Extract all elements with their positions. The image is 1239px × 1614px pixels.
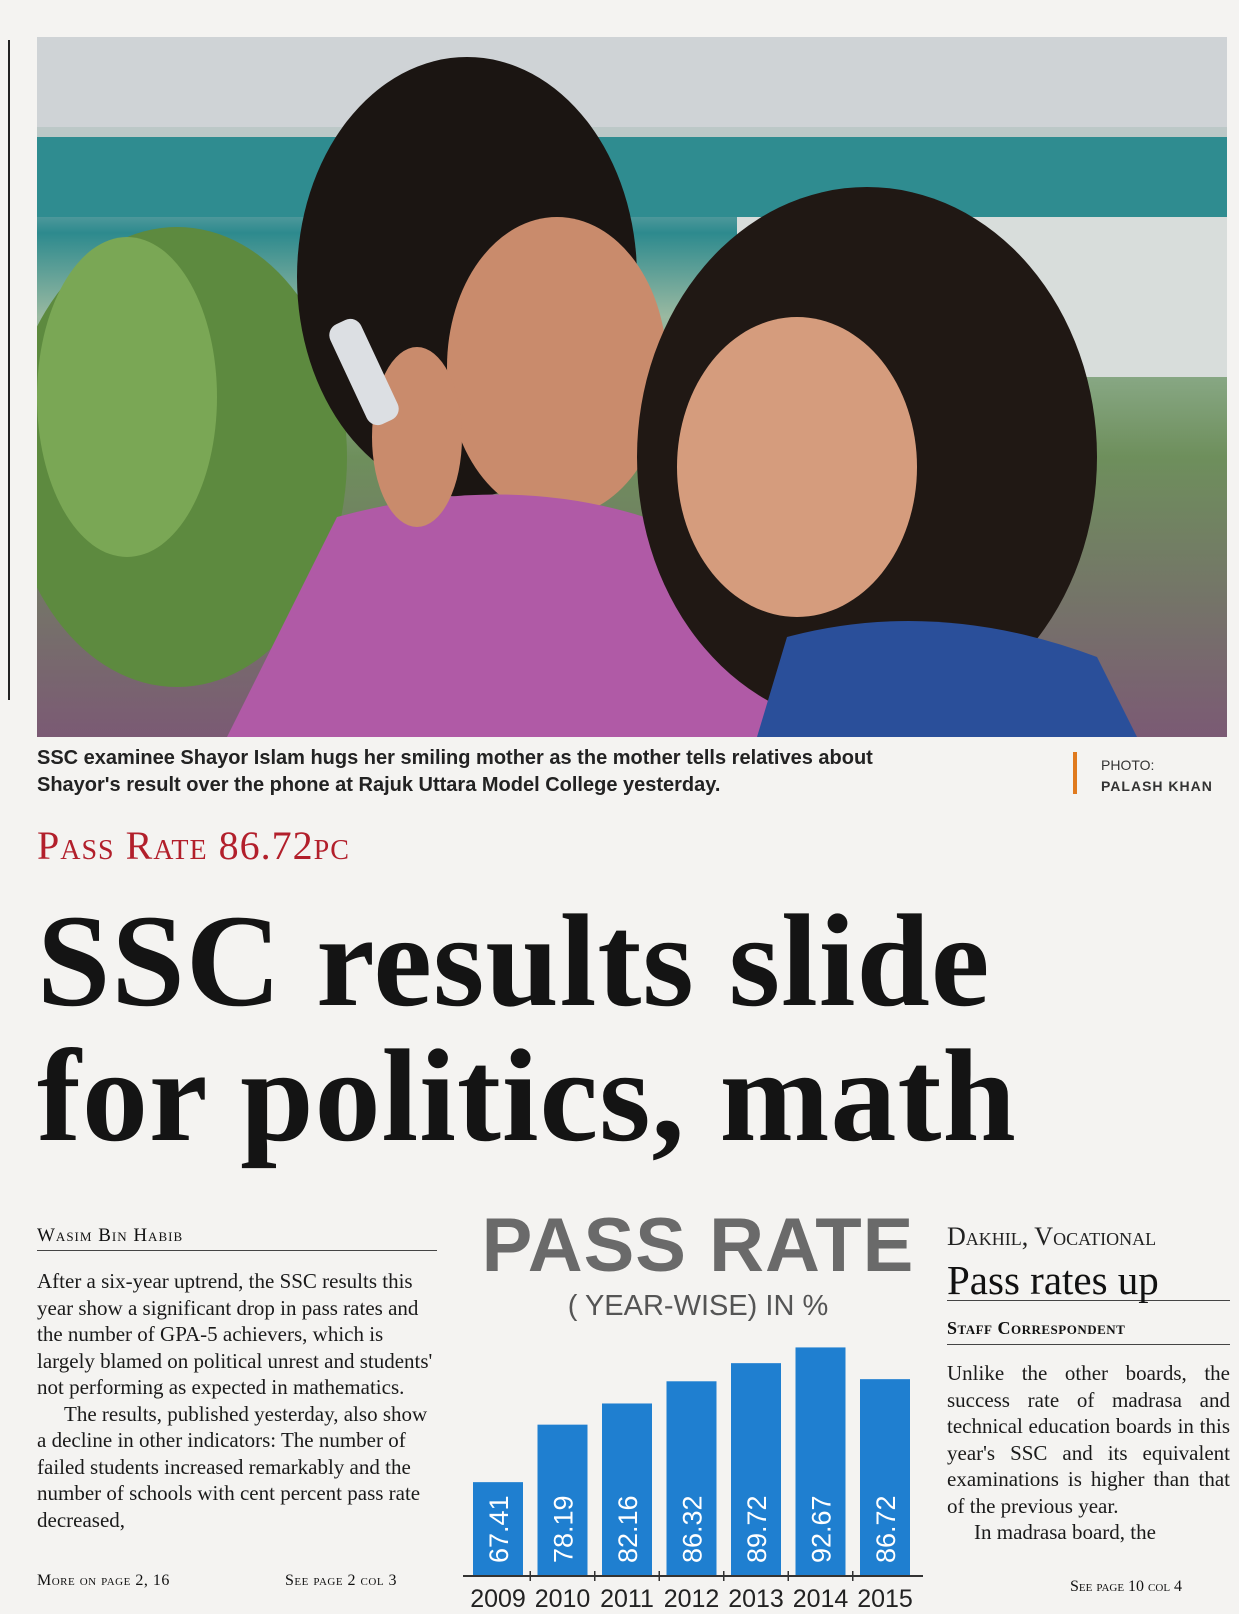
chart-data-label: 89.72 [742,1495,772,1563]
photo-caption-line: Shayor's result over the phone at Rajuk Uttara Model College yesterday. [37,774,721,796]
photo-credit [1101,755,1213,797]
chart-subtitle: ( YEAR-WISE) IN % [567,1290,829,1322]
side-story-byline: Staff Correspondent [947,1318,1126,1338]
chart-category-label: 2014 [792,1585,849,1610]
pass-rate-chart [463,1330,928,1610]
story-body [37,1268,437,1533]
news-photo [37,37,1227,737]
side-story-headline: Pass rates up [947,1257,1159,1303]
chart-category-label: 2009 [470,1585,526,1610]
chart-data-label: 86.32 [677,1495,708,1563]
chart-data-label: 67.41 [484,1495,514,1563]
chart-title: PASS RATE [481,1203,915,1288]
story-paragraph: The results, published yesterday, also show a decline in other indicators: The number of failed students increased remarkably and the number of schools with cent percent pass rate decreased, [37,1401,428,1532]
photo-caption-line: SSC examinee Shayor Islam hugs her smiling mother as the mother tells relatives about [37,747,873,769]
side-story-body [947,1360,1230,1546]
story-paragraph: After a six-year uptrend, the SSC results this year show a significant drop in pass rates and the number of GPA-5 achievers, which is largely blamed on political unrest and students' not performing as expected in mathematics. [37,1269,433,1399]
byline-rule [37,1250,437,1251]
chart-category-label: 2011 [600,1585,654,1610]
chart-category-label: 2012 [663,1585,720,1610]
chart-data-label: 78.19 [548,1495,579,1563]
jump-more-link[interactable]: More on page 2, 16 [37,1572,170,1589]
chart-category-label: 2013 [728,1585,784,1610]
side-story-kicker: Dakhil, Vocational [947,1222,1157,1251]
headline-line: SSC results slide [37,887,991,1034]
story-byline: Wasim Bin Habib [37,1225,184,1246]
chart-data-label: 92.67 [806,1495,837,1563]
photo-credit-label: PHOTO: [1101,757,1155,773]
chart-category-label: 2015 [857,1585,913,1610]
side-byline-rule [947,1344,1230,1345]
chart-data-label: 86.72 [871,1495,901,1563]
chart-data-label: 82.16 [613,1495,643,1563]
credit-accent-bar [1073,752,1077,794]
chart-category-label: 2010 [534,1585,591,1610]
photo-credit-name: PALASH KHAN [1101,778,1213,794]
headline-line: for politics, math [37,1022,1017,1169]
story-kicker: Pass Rate 86.72pc [37,823,350,868]
photo-caption [37,745,977,799]
page-headline [37,887,1227,1169]
side-story-paragraph: Unlike the other boards, the success rate of madrasa and technical education boards in this year's SSC and its equivalent examinations is higher than that of the previous year. [947,1361,1230,1518]
side-story-paragraph: In madrasa board, the [974,1520,1156,1544]
page-edge-rule [8,40,10,700]
jump-see-link[interactable]: See page 2 col 3 [285,1572,398,1589]
photo-illustration [37,37,1227,737]
side-jump-link[interactable]: See page 10 col 4 [1070,1578,1183,1595]
